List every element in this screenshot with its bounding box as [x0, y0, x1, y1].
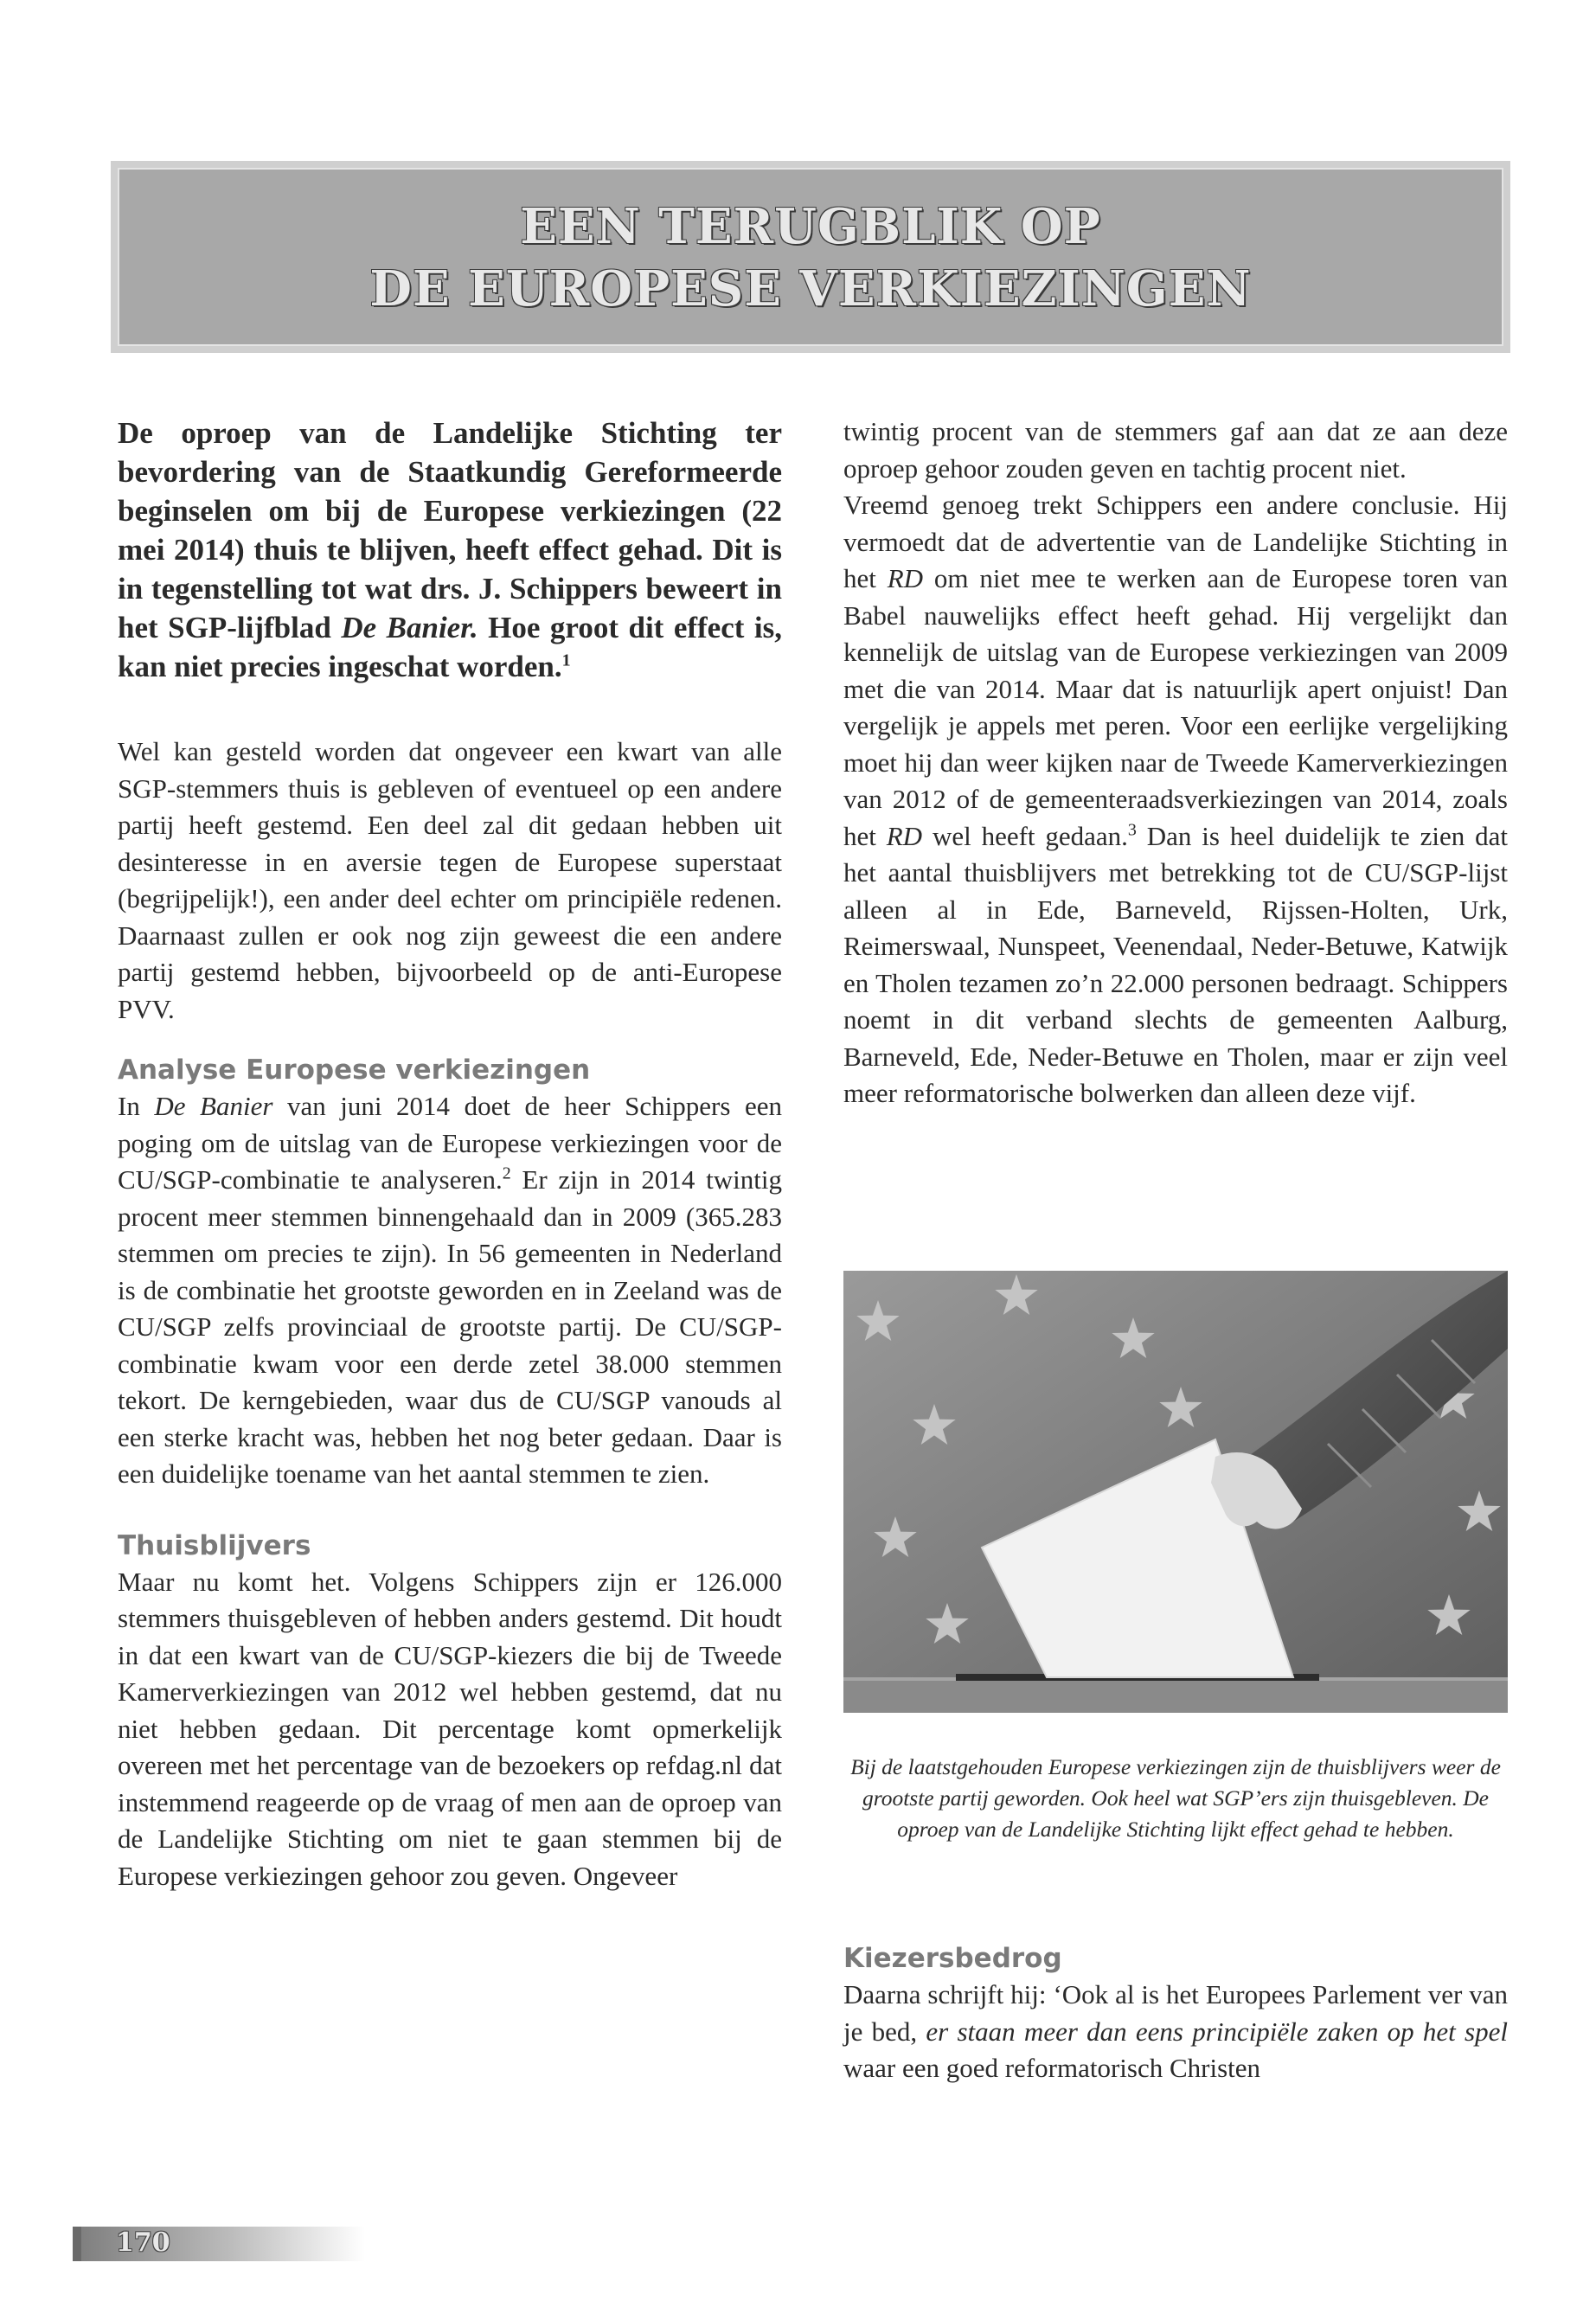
footnote-marker: 3 [1127, 820, 1137, 840]
intro-paragraph: Wel kan gesteld worden dat ongeveer een kwart van alle SGP-stemmers thuis is gebleven of eventueel op een andere partij heeft gestemd. Een deel zal dit gedaan hebben uit desinteresse in en aversie tegen de Europese superstaat (begrijpelijk!), een ander deel echter om principiële redenen. Daarnaast zullen er ook nog zijn geweest die een andere partij gestemd hebben, bijvoorbeeld op de anti-Europese PVV. [118, 736, 782, 1024]
kiezers-emphasis: er staan meer dan eens principiële zaken op het spel [926, 2016, 1508, 2047]
article-title-line-1: EEN TERUGBLIK OP [520, 198, 1101, 255]
right-paragraph-2 [843, 487, 1508, 1112]
right-emphasis-1: RD [887, 563, 924, 593]
right-text-b: om niet mee te werken aan de Europese toren van Babel nauwelijks effect heeft gehad. Hij vergelijkt dan kennelijk de uitslag van de Europese verkiezingen van 2009 met die van 2014. Maar dat is natuurlijk apert onjuist! Dan vergelijk je appels met peren. Voor een eerlijke vergelijking moet hij dan weer kijken naar de Tweede Kamerverkiezingen van 2012 of de gemeenteraadsverkiezingen van 2014, zoals het [843, 563, 1509, 851]
analyse-paragraph [118, 1088, 782, 1493]
footnote-marker: 2 [502, 1163, 511, 1183]
title-band [118, 168, 1503, 346]
page-tab-bar [73, 2227, 81, 2261]
right-paragraph-1: twintig procent van de stemmers gaf aan dat ze aan deze oproep gehoor zouden geven en tachtig procent niet. [843, 416, 1508, 484]
analyse-text-start: In [118, 1091, 155, 1121]
section-heading-analyse: Analyse Europese verkiezingen [118, 1054, 591, 1086]
page-number: 170 [116, 2227, 170, 2258]
footnote-marker: 1 [561, 651, 571, 670]
kiezers-text-start: Daarna schrijft hij: ‘Ook al is het Europees Parlement ver van je bed, [843, 1979, 1508, 2047]
page-number-tab [73, 2227, 365, 2261]
section-heading-kiezersbedrog: Kiezersbedrog [843, 1943, 1062, 1974]
analyse-emphasis: De Banier [154, 1091, 273, 1121]
lead-emphasis: De Banier. [341, 611, 478, 644]
right-text-a: Vreemd genoeg trekt Schippers een andere conclusie. Hij vermoedt dat de advertentie van de Landelijke Stichting in het [843, 490, 1508, 593]
lead-text: De oproep van de Landelijke Stichting ter bevordering van de Staatkundig Gereformeerde beginselen om bij de Europese verkiezingen (22 mei 2014) thuis te blijven, heeft effect gehad. Dit is in tegenstelling tot wat drs. J. Schippers beweert in het SGP-lijfblad [118, 416, 782, 644]
kiezersbedrog-paragraph [843, 1977, 1508, 2087]
analyse-text-end: Er zijn in 2014 twintig procent meer stemmen binnengehaald dan in 2009 (365.283 stemmen om precies te zijn). In 56 gemeenten in Nederland is de combinatie het grootste geworden en in Zeeland was de CU/SGP zelfs provinciaal de grootste partij. De CU/SGP-combinatie kwam voor een derde zetel 38.000 stemmen tekort. De kerngebieden, waar dus de CU/SGP vanouds al een sterke kracht was, hebben het nog beter gedaan. Daar is een duidelijke toename van het aantal stemmen te zien. [118, 1164, 782, 1489]
lead-text-end: Hoe groot dit effect is, kan niet precies ingeschat worden. [118, 611, 782, 683]
right-emphasis-2: RD [886, 820, 923, 851]
left-column [118, 413, 782, 1894]
photo-caption: Bij de laatstgehouden Europese verkiezingen zijn de thuisblijvers weer de grootste partij geworden. Ook heel wat SGP’ers zijn thuisgebleven. De oproep van de Landelijke Stichting lijkt effect gehad te hebben. [850, 1754, 1501, 1842]
right-text-d: Dan is heel duidelijk te zien dat het aantal thuisblijvers met betrekking tot de CU/SGP-lijst alleen al in Ede, Barneveld, Rijssen-Holten, Urk, Reimerswaal, Nunspeet, Veenendaal, Neder-Betuwe, Katwijk en Tholen tezamen zo’n 22.000 personen bedraagt. Schippers noemt in dit verband slechts de gemeenten Aalburg, Barneveld, Ede, Neder-Betuwe en Tholen, maar er zijn veel meer reformatorische bolwerken dan alleen deze vijf. [843, 820, 1509, 1108]
analyse-text-mid: van juni 2014 doet de heer Schippers een poging om de uitslag van de Europese verkiezingen voor de CU/SGP-combinatie te analyseren. [118, 1091, 782, 1195]
section-heading-thuisblijvers: Thuisblijvers [118, 1529, 311, 1561]
lead-paragraph [118, 413, 782, 686]
right-text-c: wel heeft gedaan. [922, 820, 1128, 851]
kiezers-text-end: waar een goed reformatorisch Christen [843, 2053, 1261, 2083]
thuisblijvers-paragraph: Maar nu komt het. Volgens Schippers zijn er 126.000 stemmers thuisgebleven of hebben anders gestemd. Dit houdt in dat een kwart van de CU/SGP-kiezers die bij de Tweede Kamerverkiezingen van 2012 wel hebben gestemd, dat nu niet hebben gedaan. Dit percentage komt opmerkelijk overeen met het percentage van de bezoekers op refdag.nl dat instemmend reageerde op de vraag of men aan de oproep van de Landelijke Stichting om niet te gaan stemmen bij de Europese verkiezingen gehoor zou geven. Ongeveer [118, 1566, 782, 1891]
ballot-box-eu-flag-photo [843, 1271, 1508, 1713]
right-column [843, 413, 1508, 1112]
right-column-bottom [843, 1940, 1508, 2087]
article-title-line-2: DE EUROPESE VERKIEZINGEN [369, 260, 1252, 317]
ballot-photo [843, 1271, 1508, 1713]
